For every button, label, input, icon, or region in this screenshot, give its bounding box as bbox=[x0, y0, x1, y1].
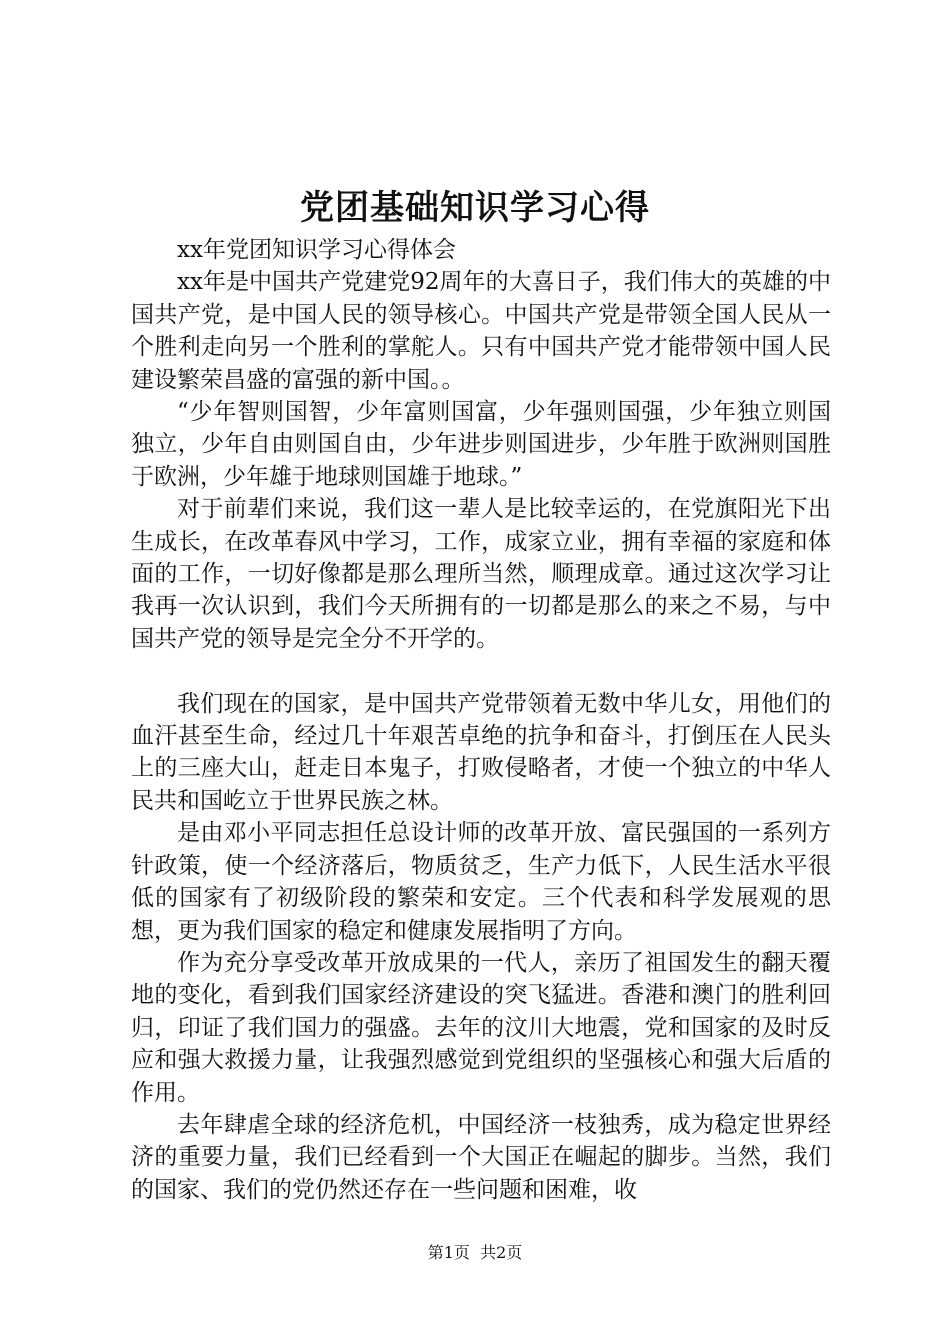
document-body bbox=[131, 234, 831, 1206]
body-paragraph: 作为充分享受改革开放成果的一代人，亲历了祖国发生的翻天覆地的变化，看到我们国家经济建设的突飞猛进。香港和澳门的胜利回归，印证了我们国力的强盛。去年的汶川大地震，党和国家的及时反应和强大救援力量，让我强烈感觉到党组织的坚强核心和强大后盾的作用。 bbox=[131, 949, 831, 1106]
subtitle-paragraph: xx年党团知识学习心得体会 bbox=[177, 237, 456, 263]
body-paragraph: 对于前辈们来说，我们这一辈人是比较幸运的，在党旗阳光下出生成长，在改革春风中学习，工作，成家立业，拥有幸福的家庭和体面的工作，一切好像都是那么理所当然，顺理成章。通过这次学习让我再一次认识到，我们今天所拥有的一切都是那么的来之不易，与中国共产党的领导是完全分不开学的。 bbox=[131, 496, 831, 652]
body-paragraph: 是由邓小平同志担任总设计师的改革开放、富民强国的一系列方针政策，使一个经济落后，物质贫乏，生产力低下，人民生活水平很低的国家有了初级阶段的繁荣和安定。三个代表和科学发展观的思想，更为我们国家的稳定和健康发展指明了方向。 bbox=[131, 820, 831, 944]
paragraph-spacer bbox=[131, 655, 831, 687]
quote-paragraph: “少年智则国智，少年富则国富，少年强则国强，少年独立则国独立，少年自由则国自由，少年进步则国进步，少年胜于欧洲则国胜于欧洲，少年雄于地球则国雄于地球。” bbox=[131, 399, 831, 490]
page-total: 共2页 bbox=[480, 1243, 523, 1262]
body-paragraph: xx年是中国共产党建党92周年的大喜日子，我们伟大的英雄的中国共产党，是中国人民的领导核心。中国共产党是带领全国人民从一个胜利走向另一个胜利的掌舵人。只有中国共产党才能带领中国人民建设繁荣昌盛的富强的新中国。。 bbox=[131, 269, 831, 393]
document-title: 党团基础知识学习心得 bbox=[300, 188, 650, 228]
body-paragraph: 去年肆虐全球的经济危机，中国经济一枝独秀，成为稳定世界经济的重要力量，我们已经看到一个大国正在崛起的脚步。当然，我们的国家、我们的党仍然还存在一些问题和困难，收 bbox=[131, 1111, 831, 1203]
body-paragraph: 我们现在的国家，是中国共产党带领着无数中华儿女，用他们的血汗甚至生命，经过几十年艰苦卓绝的抗争和奋斗，打倒压在人民头上的三座大山，赶走日本鬼子，打败侵略者，才使一个独立的中华人民共和国屹立于世界民族之林。 bbox=[131, 690, 831, 814]
page-number: 第1页 bbox=[427, 1243, 470, 1262]
page-footer bbox=[0, 1243, 950, 1263]
